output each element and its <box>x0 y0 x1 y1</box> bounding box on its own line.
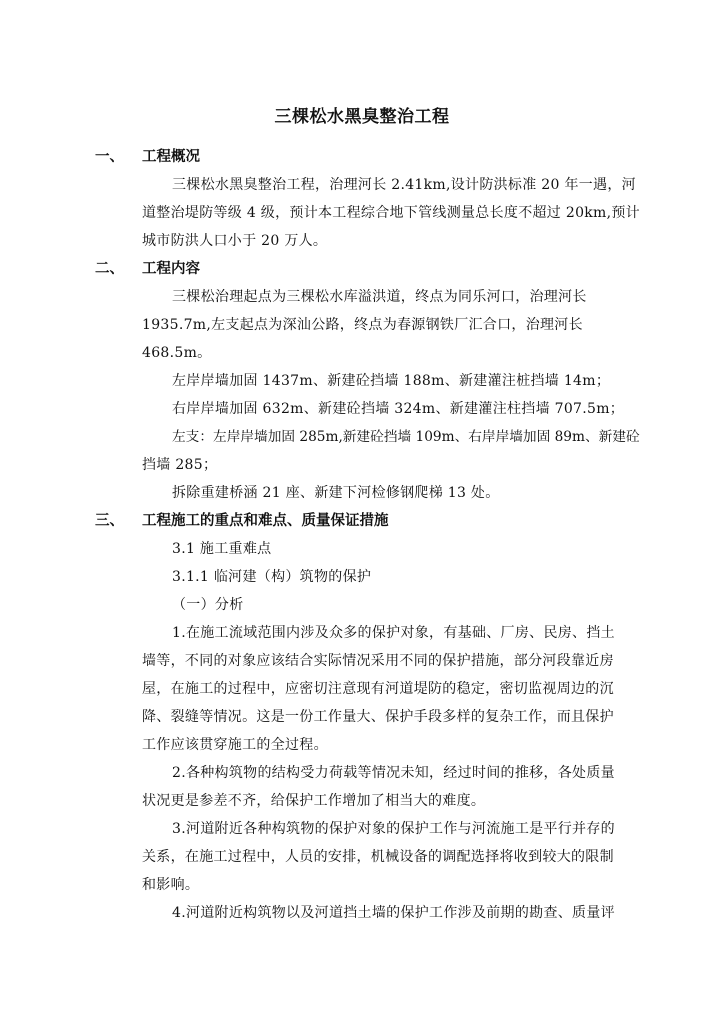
section-1-heading: 工程概况 <box>142 149 200 165</box>
document-title: 三棵松水黑臭整治工程 <box>274 107 450 127</box>
section-2-line-3: 468.5m。 <box>142 345 212 361</box>
section-3-line-5: 墙等，不同的对象应该结合实际情况采用不同的保护措施，部分河段靠近房 <box>142 653 614 669</box>
section-3-line-11: 3.河道附近各种构筑物的保护对象的保护工作与河流施工是平行并存的 <box>172 821 615 837</box>
section-3-heading: 工程施工的重点和难点、质量保证措施 <box>142 513 389 529</box>
section-1-line-1: 三棵松水黑臭整治工程，治理河长 2.41km,设计防洪标准 20 年一遇，河 <box>172 177 636 193</box>
section-3-line-14: 4.河道附近构筑物以及河道挡土墙的保护工作涉及前期的勘查、质量评 <box>172 905 615 921</box>
section-1-line-2: 道整治堤防等级 4 级，预计本工程综合地下管线测量总长度不超过 20km,预计 <box>142 205 640 221</box>
section-3-line-13: 和影响。 <box>142 877 200 893</box>
section-3-line-9: 2.各种构筑物的结构受力荷载等情况未知，经过时间的推移，各处质量 <box>172 765 615 781</box>
section-2-heading: 工程内容 <box>142 261 200 277</box>
section-3-line-6: 屋，在施工的过程中，应密切注意现有河道堤防的稳定，密切监视周边的沉 <box>142 681 614 697</box>
section-3-line-4: 1.在施工流域范围内涉及众多的保护对象，有基础、厂房、民房、挡土 <box>172 625 615 641</box>
section-2-line-6: 左支：左岸岸墙加固 285m,新建砼挡墙 109m、右岸岸墙加固 89m、新建砼 <box>172 429 640 445</box>
analysis-label: （一）分析 <box>172 597 244 613</box>
section-2-number: 二、 <box>95 261 124 277</box>
section-3-line-10: 状况更是参差不齐，给保护工作增加了相当大的难度。 <box>142 793 486 809</box>
section-2-line-8: 拆除重建桥涵 21 座、新建下河检修钢爬梯 13 处。 <box>172 485 500 501</box>
section-3-line-8: 工作应该贯穿施工的全过程。 <box>142 737 328 753</box>
section-1-line-3: 城市防洪人口小于 20 万人。 <box>142 233 328 249</box>
section-2-line-5: 右岸岸墙加固 632m、新建砼挡墙 324m、新建灌注柱挡墙 707.5m； <box>172 401 625 417</box>
section-2-line-2: 1935.7m,左支起点为深汕公路，终点为春源钢铁厂汇合口，治理河长 <box>142 317 583 333</box>
section-2-line-4: 左岸岸墙加固 1437m、新建砼挡墙 188m、新建灌注桩挡墙 14m； <box>172 373 611 389</box>
section-3-line-7: 降、裂缝等情况。这是一份工作量大、保护手段多样的复杂工作，而且保护 <box>142 709 614 725</box>
section-2-line-7: 挡墙 285； <box>142 457 218 473</box>
subsection-3-1-title: 3.1 施工重难点 <box>172 541 272 557</box>
section-1-number: 一、 <box>95 149 124 165</box>
section-3-number: 三、 <box>95 513 124 529</box>
subsection-3-1-1-title: 3.1.1 临河建（构）筑物的保护 <box>172 569 372 585</box>
section-3-line-12: 关系，在施工过程中，人员的安排，机械设备的调配选择将收到较大的限制 <box>142 849 614 865</box>
section-2-line-1: 三棵松治理起点为三棵松水库溢洪道，终点为同乐河口，治理河长 <box>172 289 587 305</box>
